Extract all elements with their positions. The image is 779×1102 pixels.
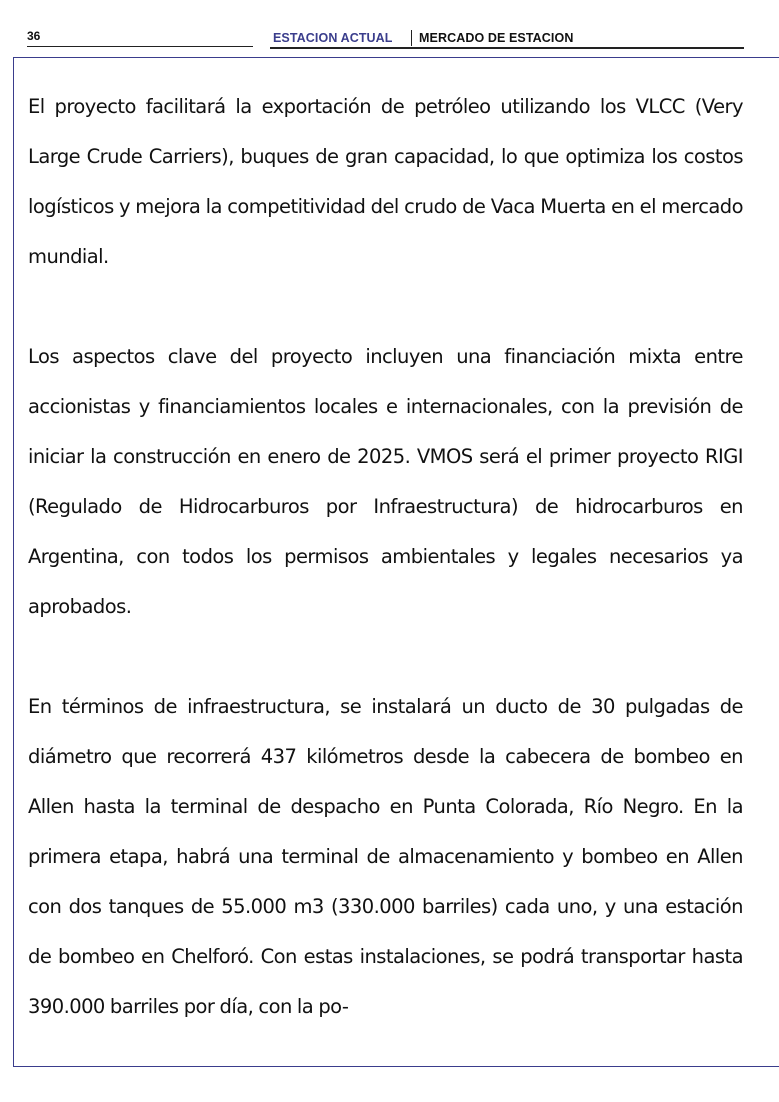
article-paragraph-1: El proyecto facilitará la exportación de petróleo utilizando los VLCC (Very Large Crude Carriers), buques de gran capacidad, lo que optimiza los costos logísticos y mejora la competitividad del crudo de Vaca Muerta en el mercado mundial.: [28, 95, 743, 268]
header-rule-left: [27, 46, 253, 47]
article-paragraph-3: En términos de infraestructura, se instalará un ducto de 30 pulgadas de diámetro que recorrerá 437 kilómetros desde la cabecera de bombeo en Allen hasta la terminal de despacho en Punta Colorada, Río Negro. En la primera etapa, habrá una terminal de almacenamiento y bombeo en Allen con dos tanques de 55.000 m3 (330.000 barriles) cada uno, y una estación de bombeo en Chelforó. Con estas instalaciones, se podrá transportar hasta 390.000 barriles por día, con la po-: [28, 695, 743, 1018]
frame-left-border: [13, 57, 14, 1067]
header-rule-right: [270, 47, 744, 49]
header-section-title: ESTACION ACTUAL: [273, 31, 393, 45]
article-body: [28, 82, 743, 1032]
header-separator: [411, 30, 412, 46]
frame-top-border: [13, 57, 779, 58]
page-number: 36: [27, 29, 41, 43]
frame-bottom-border: [13, 1066, 779, 1067]
article-paragraph-2: Los aspectos clave del proyecto incluyen una financiación mixta entre accionistas y financiamientos locales e internacionales, con la previsión de iniciar la construcción en enero de 2025. VMOS será el primer proyecto RIGI (Regulado de Hidrocarburos por Infraestructura) de hidrocarburos en Argentina, con todos los permisos ambientales y legales necesarios ya aprobados.: [28, 345, 743, 618]
header-subsection-title: MERCADO DE ESTACION: [419, 31, 574, 45]
